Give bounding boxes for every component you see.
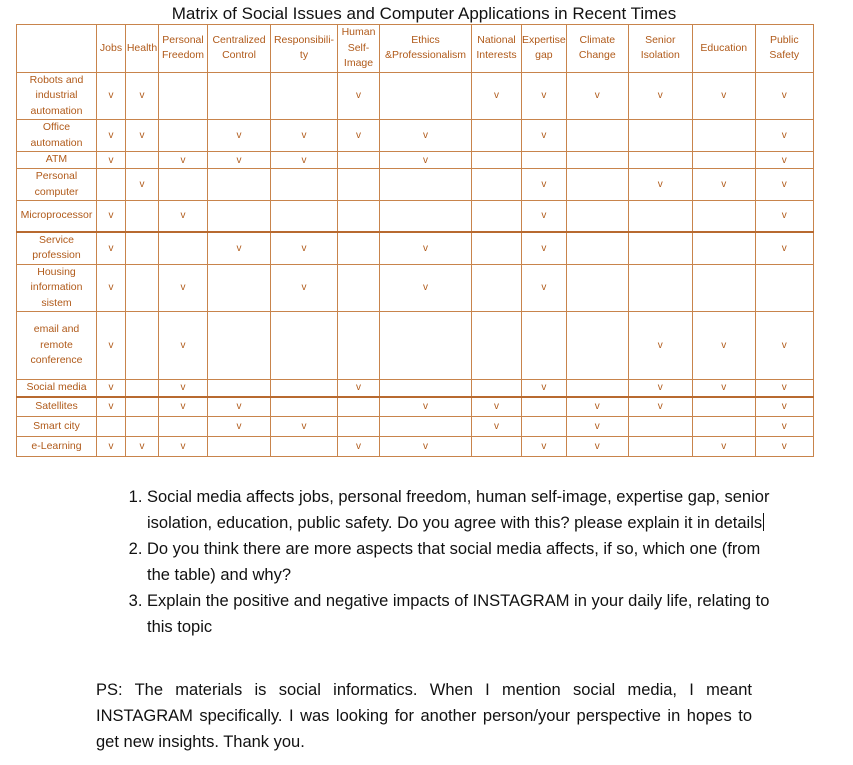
- matrix-cell: [208, 232, 271, 265]
- matrix-cell: [126, 312, 159, 380]
- matrix-cell: [97, 397, 126, 417]
- row-label: Satellites: [17, 397, 97, 417]
- check-mark: v: [541, 382, 547, 394]
- matrix-cell: [472, 397, 522, 417]
- matrix-cell: [159, 397, 208, 417]
- check-mark: v: [541, 90, 547, 102]
- matrix-cell: [126, 417, 159, 437]
- table-row: [17, 152, 814, 169]
- check-mark: v: [541, 179, 547, 190]
- check-mark: v: [356, 382, 361, 394]
- check-mark: v: [108, 90, 114, 102]
- matrix-cell: [126, 232, 159, 265]
- question-text: Social media affects jobs, personal freedom, human self-image, expertise gap, senior isolation, education, public safety. Do you agree with this? please explain it in details: [147, 488, 770, 532]
- check-mark: v: [657, 401, 663, 413]
- check-mark: v: [423, 154, 428, 166]
- matrix-cell: [271, 380, 338, 397]
- check-mark: v: [721, 179, 727, 190]
- matrix-cell: [755, 397, 813, 417]
- row-label: Robots and industrial automation: [17, 72, 97, 120]
- check-mark: v: [236, 421, 242, 432]
- matrix-cell: [208, 264, 271, 312]
- matrix-cell: [159, 201, 208, 232]
- matrix-cell: [380, 264, 472, 312]
- check-mark: v: [423, 282, 428, 294]
- header-cell: Senior Isolation: [628, 25, 692, 73]
- check-mark: v: [108, 130, 114, 141]
- matrix-cell: [208, 120, 271, 152]
- matrix-cell: [271, 397, 338, 417]
- matrix-cell: [126, 437, 159, 457]
- matrix-cell: [522, 120, 567, 152]
- matrix-cell: [126, 120, 159, 152]
- check-mark: v: [541, 242, 547, 254]
- matrix-cell: [566, 397, 628, 417]
- header-row: [17, 25, 814, 73]
- header-cell: Ethics &Professionalism: [380, 25, 472, 73]
- check-mark: v: [301, 154, 307, 166]
- header-cell: Expertise gap: [522, 25, 567, 73]
- matrix-cell: [522, 72, 567, 120]
- header-cell: Centralized Control: [208, 25, 271, 73]
- check-mark: v: [657, 179, 663, 190]
- matrix-cell: [472, 380, 522, 397]
- matrix-cell: [97, 312, 126, 380]
- matrix-cell: [692, 201, 755, 232]
- check-mark: v: [180, 382, 186, 394]
- matrix-cell: [692, 232, 755, 265]
- row-label: e-Learning: [17, 437, 97, 457]
- matrix-cell: [692, 72, 755, 120]
- header-cell: Health: [126, 25, 159, 73]
- check-mark: v: [108, 382, 114, 394]
- matrix-cell: [159, 152, 208, 169]
- matrix-cell: [126, 169, 159, 201]
- matrix-cell: [628, 232, 692, 265]
- matrix-cell: [628, 201, 692, 232]
- matrix-cell: [271, 152, 338, 169]
- matrix-cell: [522, 417, 567, 437]
- check-mark: v: [301, 282, 307, 294]
- row-label: Housing information sistem: [17, 264, 97, 312]
- question-item: [147, 536, 787, 588]
- matrix-cell: [159, 437, 208, 457]
- matrix-cell: [472, 417, 522, 437]
- question-item: [147, 484, 787, 536]
- matrix-cell: [628, 169, 692, 201]
- matrix-cell: [755, 312, 813, 380]
- check-mark: v: [781, 401, 787, 413]
- table-row: [17, 169, 814, 201]
- check-mark: v: [108, 242, 114, 254]
- matrix-cell: [338, 417, 380, 437]
- matrix-cell: [271, 169, 338, 201]
- check-mark: v: [423, 441, 428, 452]
- header-cell: Public Safety: [755, 25, 813, 73]
- check-mark: v: [594, 441, 600, 452]
- matrix-cell: [755, 437, 813, 457]
- matrix-cell: [338, 312, 380, 380]
- matrix-cell: [126, 152, 159, 169]
- document-title: Matrix of Social Issues and Computer Applications in Recent Times: [171, 4, 677, 23]
- table-row: [17, 380, 814, 397]
- check-mark: v: [180, 441, 186, 452]
- check-mark: v: [594, 401, 600, 413]
- matrix-cell: [692, 397, 755, 417]
- matrix-cell: [628, 437, 692, 457]
- matrix-cell: [338, 72, 380, 120]
- matrix-cell: [566, 201, 628, 232]
- check-mark: v: [657, 90, 663, 102]
- matrix-cell: [472, 152, 522, 169]
- matrix-cell: [208, 169, 271, 201]
- matrix-cell: [755, 120, 813, 152]
- header-cell: Education: [692, 25, 755, 73]
- check-mark: v: [781, 179, 787, 190]
- matrix-cell: [692, 120, 755, 152]
- check-mark: v: [781, 382, 787, 394]
- matrix-cell: [380, 380, 472, 397]
- matrix-cell: [338, 152, 380, 169]
- matrix-cell: [97, 417, 126, 437]
- matrix-cell: [97, 201, 126, 232]
- check-mark: v: [139, 441, 145, 452]
- matrix-cell: [97, 232, 126, 265]
- matrix-cell: [338, 169, 380, 201]
- matrix-cell: [522, 232, 567, 265]
- header-cell: Responsibili-ty: [271, 25, 338, 73]
- check-mark: v: [541, 210, 547, 222]
- matrix-cell: [126, 201, 159, 232]
- matrix-cell: [380, 169, 472, 201]
- matrix-cell: [380, 437, 472, 457]
- check-mark: v: [356, 441, 361, 452]
- row-label: email and remote conference: [17, 312, 97, 380]
- check-mark: v: [494, 401, 499, 413]
- matrix-cell: [338, 397, 380, 417]
- matrix-cell: [566, 437, 628, 457]
- check-mark: v: [108, 282, 114, 294]
- matrix-cell: [566, 120, 628, 152]
- matrix-cell: [566, 417, 628, 437]
- matrix-cell: [97, 152, 126, 169]
- check-mark: v: [180, 154, 186, 166]
- matrix-cell: [208, 397, 271, 417]
- matrix-cell: [472, 169, 522, 201]
- check-mark: v: [108, 340, 114, 351]
- matrix-cell: [472, 201, 522, 232]
- matrix-cell: [380, 232, 472, 265]
- matrix-cell: [208, 417, 271, 437]
- matrix-cell: [380, 397, 472, 417]
- matrix-cell: [755, 72, 813, 120]
- matrix-cell: [522, 201, 567, 232]
- matrix-cell: [271, 201, 338, 232]
- matrix-cell: [628, 264, 692, 312]
- header-cell: Climate Change: [566, 25, 628, 73]
- check-mark: v: [494, 90, 499, 102]
- matrix-cell: [208, 72, 271, 120]
- matrix-cell: [566, 152, 628, 169]
- matrix-cell: [566, 232, 628, 265]
- matrix-cell: [97, 72, 126, 120]
- matrix-cell: [628, 312, 692, 380]
- matrix-cell: [380, 72, 472, 120]
- matrix-cell: [522, 397, 567, 417]
- matrix-cell: [338, 120, 380, 152]
- row-label: Service profession: [17, 232, 97, 265]
- matrix-cell: [97, 437, 126, 457]
- matrix-cell: [566, 264, 628, 312]
- matrix-cell: [126, 380, 159, 397]
- matrix-cell: [692, 169, 755, 201]
- matrix-cell: [755, 417, 813, 437]
- matrix-cell: [692, 312, 755, 380]
- check-mark: v: [139, 179, 145, 190]
- matrix-cell: [472, 264, 522, 312]
- matrix-cell: [159, 169, 208, 201]
- matrix-cell: [271, 312, 338, 380]
- row-label: Personal computer: [17, 169, 97, 201]
- table-row: [17, 232, 814, 265]
- matrix-cell: [692, 437, 755, 457]
- matrix-cell: [472, 437, 522, 457]
- matrix-cell: [208, 201, 271, 232]
- check-mark: v: [781, 130, 787, 141]
- matrix-cell: [692, 380, 755, 397]
- table-row: [17, 72, 814, 120]
- check-mark: v: [494, 421, 499, 432]
- matrix-cell: [472, 72, 522, 120]
- table-row: [17, 201, 814, 232]
- check-mark: v: [301, 130, 307, 141]
- header-cell: Personal Freedom: [159, 25, 208, 73]
- matrix-cell: [159, 120, 208, 152]
- check-mark: v: [180, 282, 186, 294]
- check-mark: v: [781, 441, 787, 452]
- matrix-cell: [692, 417, 755, 437]
- matrix-cell: [628, 380, 692, 397]
- matrix-cell: [755, 169, 813, 201]
- check-mark: v: [781, 242, 787, 254]
- matrix-cell: [271, 417, 338, 437]
- matrix-cell: [380, 120, 472, 152]
- matrix-cell: [126, 72, 159, 120]
- matrix-cell: [628, 72, 692, 120]
- check-mark: v: [108, 441, 114, 452]
- check-mark: v: [356, 130, 361, 141]
- check-mark: v: [781, 154, 787, 166]
- matrix-cell: [566, 169, 628, 201]
- check-mark: v: [301, 421, 307, 432]
- row-label: ATM: [17, 152, 97, 169]
- matrix-cell: [97, 380, 126, 397]
- check-mark: v: [781, 210, 787, 222]
- header-cell: [17, 25, 97, 73]
- header-cell: National Interests: [472, 25, 522, 73]
- matrix-cell: [338, 264, 380, 312]
- matrix-cell: [159, 232, 208, 265]
- matrix-cell: [159, 380, 208, 397]
- matrix-cell: [159, 264, 208, 312]
- check-mark: v: [781, 90, 787, 102]
- issues-matrix-table: [16, 24, 814, 457]
- check-mark: v: [423, 130, 428, 141]
- question-text: Do you think there are more aspects that social media affects, if so, which one (from the table) and why?: [147, 540, 761, 584]
- matrix-cell: [522, 152, 567, 169]
- check-mark: v: [721, 340, 727, 351]
- check-mark: v: [423, 401, 428, 413]
- row-label: Smart city: [17, 417, 97, 437]
- matrix-cell: [159, 417, 208, 437]
- check-mark: v: [180, 340, 186, 351]
- table-row: [17, 312, 814, 380]
- matrix-cell: [271, 120, 338, 152]
- ps-note: PS: The materials is social informatics. When I mention social media, I meant INSTAGRAM specifically. I was looking for another person/your perspective in hopes to get new insights. Thank you.: [96, 681, 752, 751]
- matrix-cell: [755, 201, 813, 232]
- check-mark: v: [236, 242, 242, 254]
- matrix-cell: [338, 380, 380, 397]
- matrix-cell: [159, 72, 208, 120]
- matrix-cell: [126, 397, 159, 417]
- matrix-cell: [628, 397, 692, 417]
- check-mark: v: [721, 441, 727, 452]
- check-mark: v: [180, 401, 186, 413]
- check-mark: v: [541, 441, 547, 452]
- check-mark: v: [139, 90, 145, 102]
- question-item: [147, 588, 787, 640]
- matrix-cell: [628, 417, 692, 437]
- matrix-cell: [271, 72, 338, 120]
- table-row: [17, 120, 814, 152]
- check-mark: v: [541, 282, 547, 294]
- matrix-cell: [208, 312, 271, 380]
- matrix-cell: [755, 380, 813, 397]
- matrix-cell: [271, 232, 338, 265]
- question-text: Explain the positive and negative impacts of INSTAGRAM in your daily life, relating to this topic: [147, 592, 770, 636]
- check-mark: v: [236, 154, 242, 166]
- table-row: [17, 417, 814, 437]
- matrix-cell: [522, 169, 567, 201]
- check-mark: v: [108, 401, 114, 413]
- matrix-cell: [380, 152, 472, 169]
- check-mark: v: [180, 210, 186, 222]
- matrix-cell: [126, 264, 159, 312]
- matrix-cell: [380, 201, 472, 232]
- matrix-cell: [522, 437, 567, 457]
- check-mark: v: [108, 154, 114, 166]
- matrix-cell: [97, 169, 126, 201]
- row-label: Office automation: [17, 120, 97, 152]
- header-cell: Human Self-Image: [338, 25, 380, 73]
- check-mark: v: [301, 242, 307, 254]
- matrix-cell: [208, 152, 271, 169]
- table-row: [17, 437, 814, 457]
- matrix-cell: [472, 120, 522, 152]
- header-cell: Jobs: [97, 25, 126, 73]
- matrix-cell: [755, 152, 813, 169]
- matrix-cell: [472, 312, 522, 380]
- matrix-cell: [755, 232, 813, 265]
- question-list: [118, 484, 787, 640]
- matrix-cell: [159, 312, 208, 380]
- row-label: Microprocessor: [17, 201, 97, 232]
- matrix-cell: [271, 437, 338, 457]
- matrix-cell: [380, 312, 472, 380]
- matrix-body: [17, 72, 814, 457]
- matrix-cell: [522, 264, 567, 312]
- check-mark: v: [657, 340, 663, 351]
- matrix-cell: [271, 264, 338, 312]
- check-mark: v: [721, 90, 727, 102]
- matrix-cell: [566, 380, 628, 397]
- check-mark: v: [236, 401, 242, 413]
- matrix-cell: [472, 232, 522, 265]
- matrix-cell: [338, 201, 380, 232]
- check-mark: v: [721, 382, 727, 394]
- matrix-cell: [208, 437, 271, 457]
- check-mark: v: [423, 242, 428, 254]
- matrix-cell: [566, 72, 628, 120]
- check-mark: v: [781, 421, 787, 432]
- check-mark: v: [541, 130, 547, 141]
- matrix-cell: [692, 264, 755, 312]
- matrix-cell: [522, 312, 567, 380]
- check-mark: v: [594, 421, 600, 432]
- matrix-cell: [628, 152, 692, 169]
- matrix-cell: [566, 312, 628, 380]
- matrix-cell: [522, 380, 567, 397]
- check-mark: v: [657, 382, 663, 394]
- row-label: Social media: [17, 380, 97, 397]
- matrix-cell: [97, 120, 126, 152]
- matrix-cell: [97, 264, 126, 312]
- matrix-cell: [380, 417, 472, 437]
- check-mark: v: [108, 210, 114, 222]
- matrix-cell: [338, 437, 380, 457]
- table-row: [17, 264, 814, 312]
- matrix-cell: [208, 380, 271, 397]
- check-mark: v: [236, 130, 242, 141]
- matrix-cell: [692, 152, 755, 169]
- check-mark: v: [139, 130, 145, 141]
- table-row: [17, 397, 814, 417]
- check-mark: v: [594, 90, 600, 102]
- matrix-cell: [628, 120, 692, 152]
- matrix-cell: [755, 264, 813, 312]
- check-mark: v: [781, 340, 787, 351]
- text-cursor: [763, 513, 764, 531]
- check-mark: v: [356, 90, 361, 102]
- matrix-cell: [338, 232, 380, 265]
